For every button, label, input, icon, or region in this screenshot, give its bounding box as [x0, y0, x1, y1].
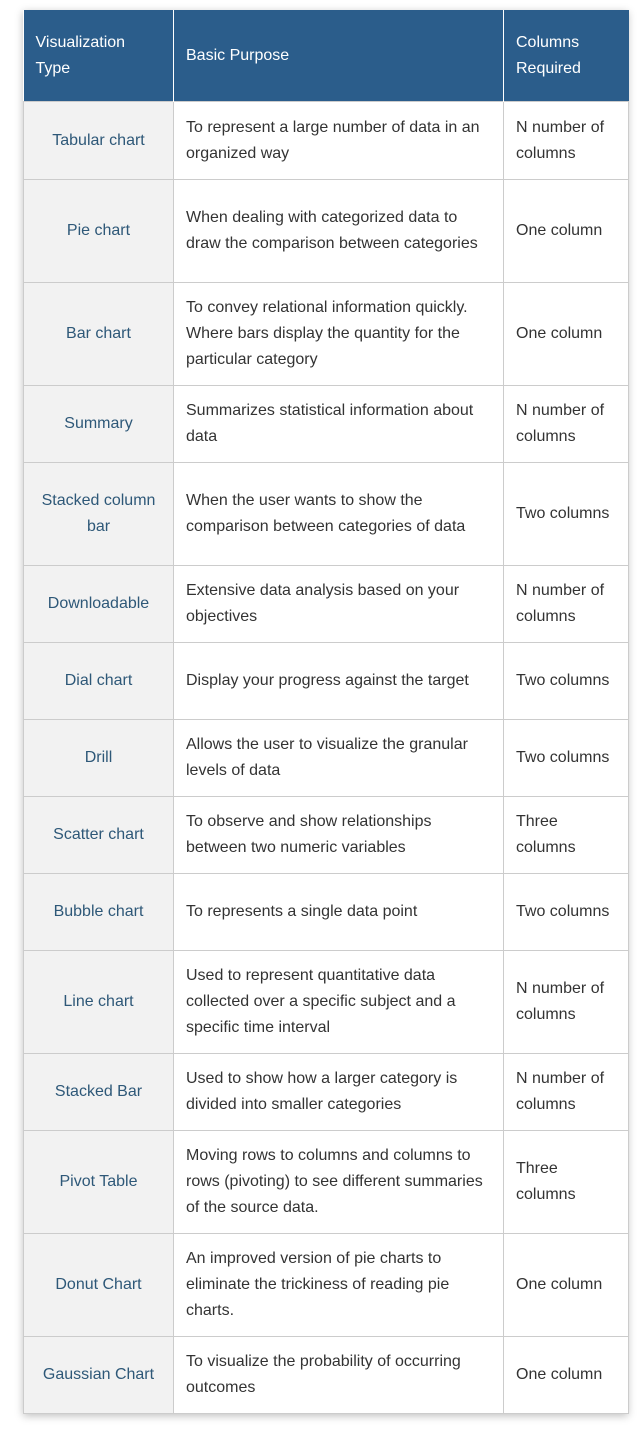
purpose-cell: An improved version of pie charts to eliminate the trickiness of reading pie charts.	[174, 1234, 504, 1337]
visualization-types-table	[23, 10, 629, 1414]
table-row	[24, 643, 629, 720]
columns-required-cell: N number of columns	[504, 566, 629, 643]
columns-required-cell: Three columns	[504, 1131, 629, 1234]
type-cell: Line chart	[24, 951, 174, 1054]
purpose-cell: Summarizes statistical information about data	[174, 386, 504, 463]
type-cell: Summary	[24, 386, 174, 463]
table-row	[24, 874, 629, 951]
purpose-cell: Allows the user to visualize the granular levels of data	[174, 720, 504, 797]
visualization-types-table-container	[23, 10, 628, 1414]
type-cell: Bar chart	[24, 283, 174, 386]
table-row	[24, 797, 629, 874]
type-cell: Pivot Table	[24, 1131, 174, 1234]
table-row	[24, 1054, 629, 1131]
purpose-cell: Used to represent quantitative data collected over a specific subject and a specific time interval	[174, 951, 504, 1054]
header-basic-purpose: Basic Purpose	[174, 10, 504, 102]
purpose-cell: To observe and show relationships between two numeric variables	[174, 797, 504, 874]
purpose-cell: To represent a large number of data in an organized way	[174, 102, 504, 180]
columns-required-cell: One column	[504, 1234, 629, 1337]
type-cell: Stacked column bar	[24, 463, 174, 566]
purpose-cell: When dealing with categorized data to draw the comparison between categories	[174, 180, 504, 283]
purpose-cell: To represents a single data point	[174, 874, 504, 951]
table-row	[24, 283, 629, 386]
columns-required-cell: One column	[504, 1337, 629, 1414]
columns-required-cell: Two columns	[504, 874, 629, 951]
header-columns-required: Columns Required	[504, 10, 629, 102]
columns-required-cell: Two columns	[504, 720, 629, 797]
columns-required-cell: N number of columns	[504, 386, 629, 463]
type-cell: Tabular chart	[24, 102, 174, 180]
type-cell: Gaussian Chart	[24, 1337, 174, 1414]
table-row	[24, 1234, 629, 1337]
purpose-cell: To convey relational information quickly. Where bars display the quantity for the particular category	[174, 283, 504, 386]
purpose-cell: Moving rows to columns and columns to rows (pivoting) to see different summaries of the source data.	[174, 1131, 504, 1234]
table-row	[24, 566, 629, 643]
header-row	[24, 10, 629, 102]
columns-required-cell: Two columns	[504, 463, 629, 566]
purpose-cell: Used to show how a larger category is divided into smaller categories	[174, 1054, 504, 1131]
columns-required-cell: N number of columns	[504, 1054, 629, 1131]
table-row	[24, 951, 629, 1054]
columns-required-cell: Three columns	[504, 797, 629, 874]
type-cell: Donut Chart	[24, 1234, 174, 1337]
purpose-cell: Display your progress against the target	[174, 643, 504, 720]
table-row	[24, 180, 629, 283]
type-cell: Pie chart	[24, 180, 174, 283]
type-cell: Bubble chart	[24, 874, 174, 951]
table-row	[24, 102, 629, 180]
columns-required-cell: One column	[504, 180, 629, 283]
table-row	[24, 386, 629, 463]
columns-required-cell: One column	[504, 283, 629, 386]
purpose-cell: Extensive data analysis based on your objectives	[174, 566, 504, 643]
columns-required-cell: Two columns	[504, 643, 629, 720]
columns-required-cell: N number of columns	[504, 951, 629, 1054]
table-row	[24, 1337, 629, 1414]
type-cell: Downloadable	[24, 566, 174, 643]
header-visualization-type: Visualization Type	[24, 10, 174, 102]
type-cell: Dial chart	[24, 643, 174, 720]
table-row	[24, 463, 629, 566]
type-cell: Scatter chart	[24, 797, 174, 874]
type-cell: Stacked Bar	[24, 1054, 174, 1131]
table-row	[24, 1131, 629, 1234]
purpose-cell: When the user wants to show the comparison between categories of data	[174, 463, 504, 566]
purpose-cell: To visualize the probability of occurring outcomes	[174, 1337, 504, 1414]
table-row	[24, 720, 629, 797]
type-cell: Drill	[24, 720, 174, 797]
columns-required-cell: N number of columns	[504, 102, 629, 180]
